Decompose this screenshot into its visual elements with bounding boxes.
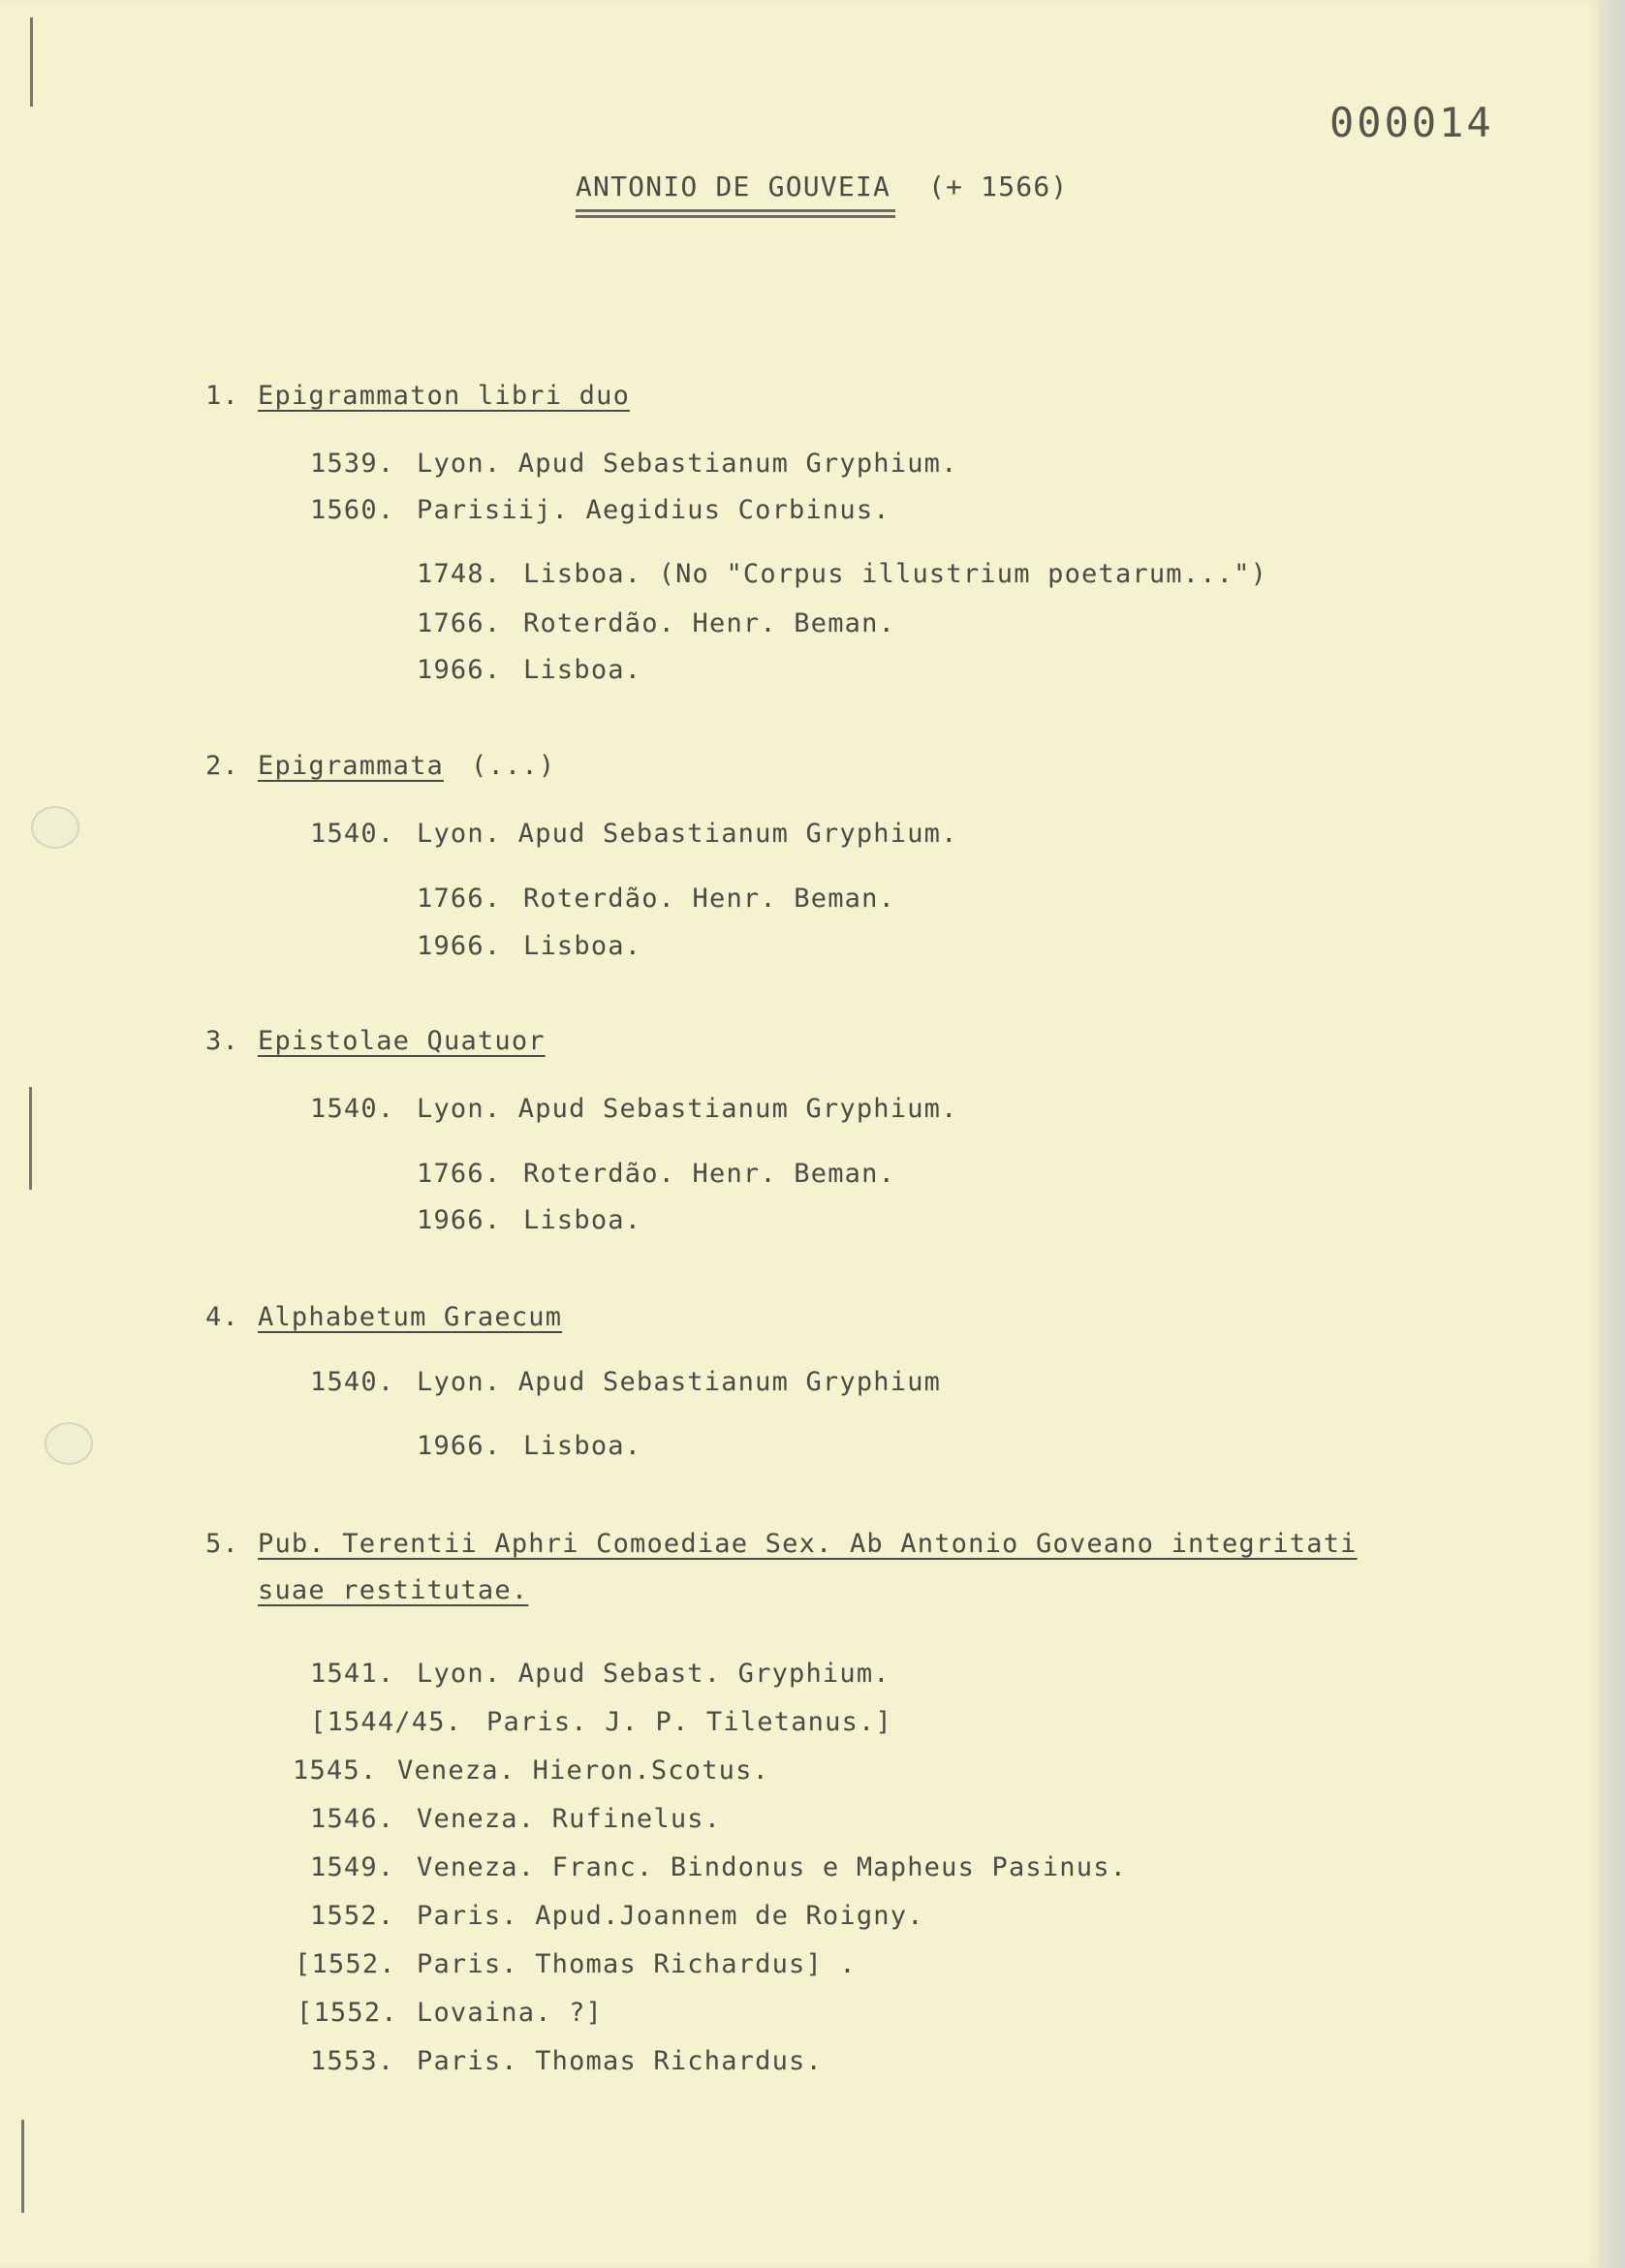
work-number: 3. xyxy=(205,1026,239,1056)
edition-details: Lisboa. xyxy=(523,655,642,685)
work-title: Epigrammaton libri duo xyxy=(258,381,631,411)
edition-year: 1545. xyxy=(293,1755,378,1786)
edition-details: Roterdão. Henr. Beman. xyxy=(523,884,896,914)
title-double-underline xyxy=(576,209,895,212)
edition-details: Roterdão. Henr. Beman. xyxy=(523,1159,896,1189)
work-number: 1. xyxy=(205,381,239,411)
edition-year: [1552. xyxy=(295,1949,396,1979)
edition-year: 1966. xyxy=(417,1205,502,1235)
work-title-continued: suae restitutae. xyxy=(258,1575,529,1605)
edition-details: Lisboa. xyxy=(523,931,642,961)
edition-details: Paris. Apud.Joannem de Roigny. xyxy=(417,1901,924,1931)
page-title-dates: (+ 1566) xyxy=(928,171,1069,202)
edition-details: Veneza. Hieron.Scotus. xyxy=(397,1755,770,1786)
work-title: Pub. Terentii Aphri Comoediae Sex. Ab Antonio Goveano integritati xyxy=(258,1529,1358,1559)
edition-year: 1766. xyxy=(417,884,502,914)
edition-details: Lisboa. xyxy=(523,1205,642,1235)
punch-hole-top xyxy=(31,806,79,849)
edition-year: 1541. xyxy=(310,1659,395,1689)
edition-year: 1539. xyxy=(310,449,395,479)
edition-details: Lyon. Apud Sebast. Gryphium. xyxy=(417,1659,891,1689)
edition-details: Paris. Thomas Richardus] . xyxy=(417,1949,857,1979)
work-title: Epistolae Quatuor xyxy=(258,1026,546,1056)
edition-details: Lyon. Apud Sebastianum Gryphium. xyxy=(417,1094,958,1124)
edition-year: 1966. xyxy=(417,931,502,961)
edition-year: 1560. xyxy=(310,495,395,525)
edition-details: Lyon. Apud Sebastianum Gryphium xyxy=(417,1367,942,1397)
page-title-name: ANTONIO DE GOUVEIA xyxy=(576,171,891,202)
edition-year: 1540. xyxy=(310,819,395,849)
edition-details: Lyon. Apud Sebastianum Gryphium. xyxy=(417,819,958,849)
document-number: 000014 xyxy=(1329,99,1494,146)
edition-year: [1552. xyxy=(297,1998,398,2028)
page-edge xyxy=(1599,0,1625,2268)
edition-year: 1546. xyxy=(310,1804,395,1834)
edition-year: 1966. xyxy=(417,655,502,685)
edition-details: Lovaina. ?] xyxy=(417,1998,604,2028)
edition-year: 1553. xyxy=(310,2046,395,2076)
edition-details: Paris. Thomas Richardus. xyxy=(417,2046,823,2076)
edition-details: Veneza. Franc. Bindonus e Mapheus Pasinus. xyxy=(417,1852,1128,1882)
edition-details: Parisiij. Aegidius Corbinus. xyxy=(417,495,891,525)
margin-mark xyxy=(21,2120,24,2213)
edition-year: [1544/45. xyxy=(310,1707,463,1737)
punch-hole-bottom xyxy=(45,1422,93,1465)
edition-year: 1549. xyxy=(310,1852,395,1882)
edition-details: Lisboa. xyxy=(523,1431,642,1461)
work-number: 2. xyxy=(205,751,239,781)
work-title-suffix: (...) xyxy=(471,751,556,781)
work-number: 5. xyxy=(205,1529,239,1559)
edition-year: 1766. xyxy=(417,608,502,638)
edition-details: Roterdão. Henr. Beman. xyxy=(523,608,896,638)
work-title: Epigrammata xyxy=(258,751,445,781)
work-title: Alphabetum Graecum xyxy=(258,1302,563,1332)
edition-details: Lyon. Apud Sebastianum Gryphium. xyxy=(417,449,958,479)
edition-year: 1966. xyxy=(417,1431,502,1461)
margin-mark xyxy=(30,17,33,107)
edition-year: 1540. xyxy=(310,1367,395,1397)
edition-year: 1540. xyxy=(310,1094,395,1124)
work-number: 4. xyxy=(205,1302,239,1332)
edition-year: 1552. xyxy=(310,1901,395,1931)
margin-mark xyxy=(29,1087,32,1190)
edition-details: Paris. J. P. Tiletanus.] xyxy=(486,1707,892,1737)
edition-year: 1766. xyxy=(417,1159,502,1189)
edition-year: 1748. xyxy=(417,559,502,589)
edition-details: Lisboa. (No "Corpus illustrium poetarum...") xyxy=(523,559,1268,589)
edition-details: Veneza. Rufinelus. xyxy=(417,1804,722,1834)
